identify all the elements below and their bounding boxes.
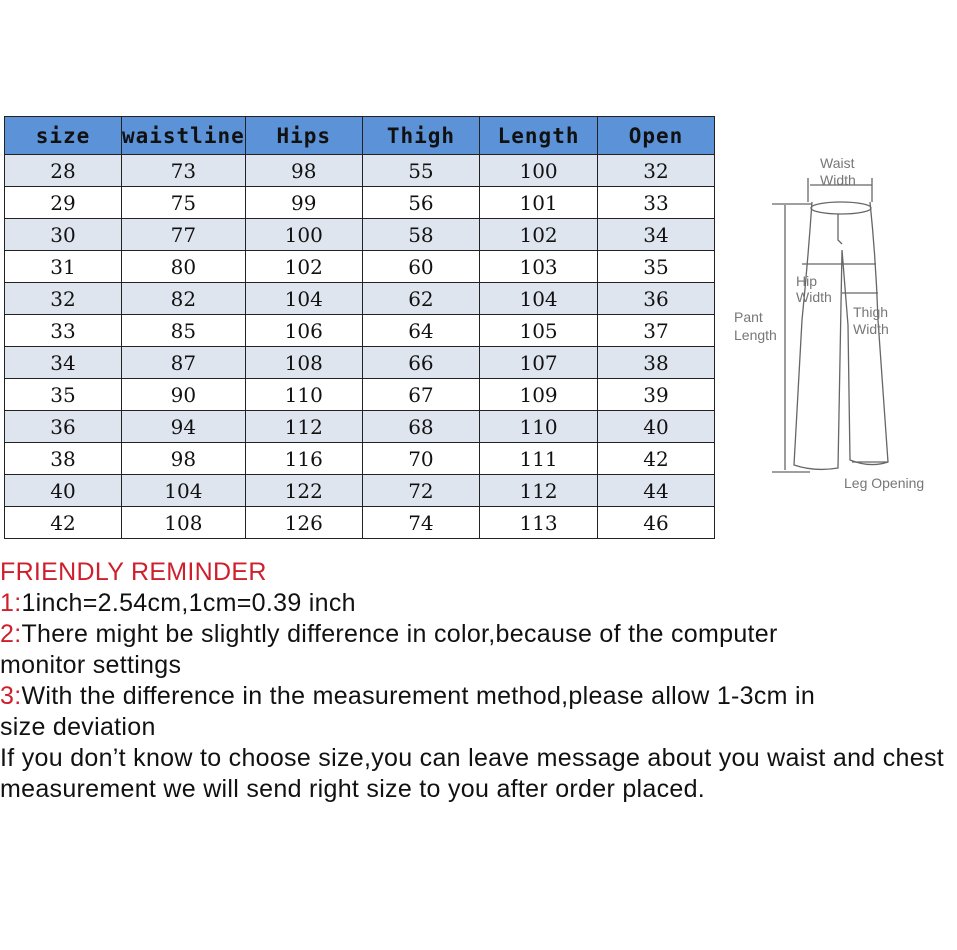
table-cell: 111 bbox=[480, 443, 598, 475]
table-cell: 31 bbox=[5, 251, 122, 283]
table-cell: 104 bbox=[245, 283, 362, 315]
table-cell: 35 bbox=[5, 379, 122, 411]
table-cell: 37 bbox=[597, 315, 714, 347]
table-cell: 98 bbox=[121, 443, 245, 475]
table-cell: 126 bbox=[245, 507, 362, 539]
table-cell: 30 bbox=[5, 219, 122, 251]
table-cell: 107 bbox=[480, 347, 598, 379]
table-cell: 40 bbox=[597, 411, 714, 443]
table-cell: 38 bbox=[5, 443, 122, 475]
table-cell: 73 bbox=[121, 155, 245, 187]
note-1: 1:1inch=2.54cm,1cm=0.39 inch bbox=[0, 589, 356, 617]
table-cell: 68 bbox=[362, 411, 479, 443]
table-cell: 109 bbox=[480, 379, 598, 411]
column-header: waistline bbox=[121, 117, 245, 155]
table-row bbox=[5, 315, 715, 347]
reminder-notes bbox=[0, 557, 950, 805]
table-cell: 82 bbox=[121, 283, 245, 315]
table-cell: 36 bbox=[5, 411, 122, 443]
column-header: Length bbox=[480, 117, 598, 155]
table-row bbox=[5, 219, 715, 251]
table-cell: 58 bbox=[362, 219, 479, 251]
table-cell: 102 bbox=[245, 251, 362, 283]
table-cell: 29 bbox=[5, 187, 122, 219]
table-cell: 34 bbox=[5, 347, 122, 379]
table-cell: 108 bbox=[245, 347, 362, 379]
table-cell: 42 bbox=[5, 507, 122, 539]
table-cell: 67 bbox=[362, 379, 479, 411]
table-cell: 85 bbox=[121, 315, 245, 347]
note-2: 2:There might be slightly difference in color,because of the computer monitor settings bbox=[0, 620, 778, 679]
table-cell: 104 bbox=[121, 475, 245, 507]
header-row bbox=[5, 117, 715, 155]
table-cell: 77 bbox=[121, 219, 245, 251]
table-cell: 72 bbox=[362, 475, 479, 507]
table-cell: 105 bbox=[480, 315, 598, 347]
table-cell: 55 bbox=[362, 155, 479, 187]
table-cell: 106 bbox=[245, 315, 362, 347]
table-cell: 99 bbox=[245, 187, 362, 219]
table-cell: 112 bbox=[245, 411, 362, 443]
table-cell: 98 bbox=[245, 155, 362, 187]
table-cell: 101 bbox=[480, 187, 598, 219]
table-row bbox=[5, 475, 715, 507]
leg-opening-label: Leg Opening bbox=[844, 475, 925, 491]
table-cell: 33 bbox=[597, 187, 714, 219]
table-cell: 28 bbox=[5, 155, 122, 187]
table-row bbox=[5, 347, 715, 379]
table-cell: 56 bbox=[362, 187, 479, 219]
table-cell: 60 bbox=[362, 251, 479, 283]
table-cell: 74 bbox=[362, 507, 479, 539]
table-cell: 94 bbox=[121, 411, 245, 443]
size-chart-table bbox=[4, 116, 715, 539]
table-cell: 100 bbox=[245, 219, 362, 251]
length-label-2: Length bbox=[734, 327, 777, 343]
table-cell: 42 bbox=[597, 443, 714, 475]
table-cell: 102 bbox=[480, 219, 598, 251]
table-cell: 39 bbox=[597, 379, 714, 411]
pants-diagram bbox=[720, 140, 950, 500]
note-footer: If you don’t know to choose size,you can leave message about you waist and chest measurement we will send right size to you after order placed. bbox=[0, 744, 944, 803]
table-cell: 35 bbox=[597, 251, 714, 283]
table-cell: 122 bbox=[245, 475, 362, 507]
table-cell: 103 bbox=[480, 251, 598, 283]
table-row bbox=[5, 283, 715, 315]
column-header: Thigh bbox=[362, 117, 479, 155]
table-cell: 38 bbox=[597, 347, 714, 379]
table-cell: 110 bbox=[480, 411, 598, 443]
table-cell: 70 bbox=[362, 443, 479, 475]
table-cell: 32 bbox=[5, 283, 122, 315]
table-cell: 64 bbox=[362, 315, 479, 347]
column-header: Hips bbox=[245, 117, 362, 155]
table-cell: 36 bbox=[597, 283, 714, 315]
waist-label-1: Waist bbox=[820, 155, 855, 171]
table-cell: 110 bbox=[245, 379, 362, 411]
column-header: Open bbox=[597, 117, 714, 155]
table-row bbox=[5, 251, 715, 283]
hip-label-1: Hip bbox=[796, 273, 818, 289]
table-cell: 34 bbox=[597, 219, 714, 251]
table-row bbox=[5, 379, 715, 411]
thigh-label-1: Thigh bbox=[853, 304, 889, 320]
table-cell: 62 bbox=[362, 283, 479, 315]
table-cell: 75 bbox=[121, 187, 245, 219]
note-3: 3:With the difference in the measurement method,please allow 1-3cm in size deviation bbox=[0, 682, 816, 741]
table-cell: 113 bbox=[480, 507, 598, 539]
hip-label-2: Width bbox=[796, 289, 832, 305]
table-cell: 104 bbox=[480, 283, 598, 315]
column-header: size bbox=[5, 117, 122, 155]
table-cell: 46 bbox=[597, 507, 714, 539]
table-cell: 32 bbox=[597, 155, 714, 187]
table-cell: 33 bbox=[5, 315, 122, 347]
table-cell: 90 bbox=[121, 379, 245, 411]
table-cell: 116 bbox=[245, 443, 362, 475]
thigh-label-2: Width bbox=[853, 321, 889, 337]
table-cell: 80 bbox=[121, 251, 245, 283]
table-row bbox=[5, 187, 715, 219]
table-row bbox=[5, 411, 715, 443]
table-row bbox=[5, 443, 715, 475]
table-cell: 44 bbox=[597, 475, 714, 507]
table-cell: 66 bbox=[362, 347, 479, 379]
reminder-title: FRIENDLY REMINDER bbox=[0, 558, 267, 586]
table-cell: 100 bbox=[480, 155, 598, 187]
table-row bbox=[5, 507, 715, 539]
waist-label-2: Width bbox=[820, 172, 856, 188]
table-cell: 87 bbox=[121, 347, 245, 379]
table-cell: 112 bbox=[480, 475, 598, 507]
table-cell: 108 bbox=[121, 507, 245, 539]
table-cell: 40 bbox=[5, 475, 122, 507]
length-label-1: Pant bbox=[734, 309, 763, 325]
table-row bbox=[5, 155, 715, 187]
